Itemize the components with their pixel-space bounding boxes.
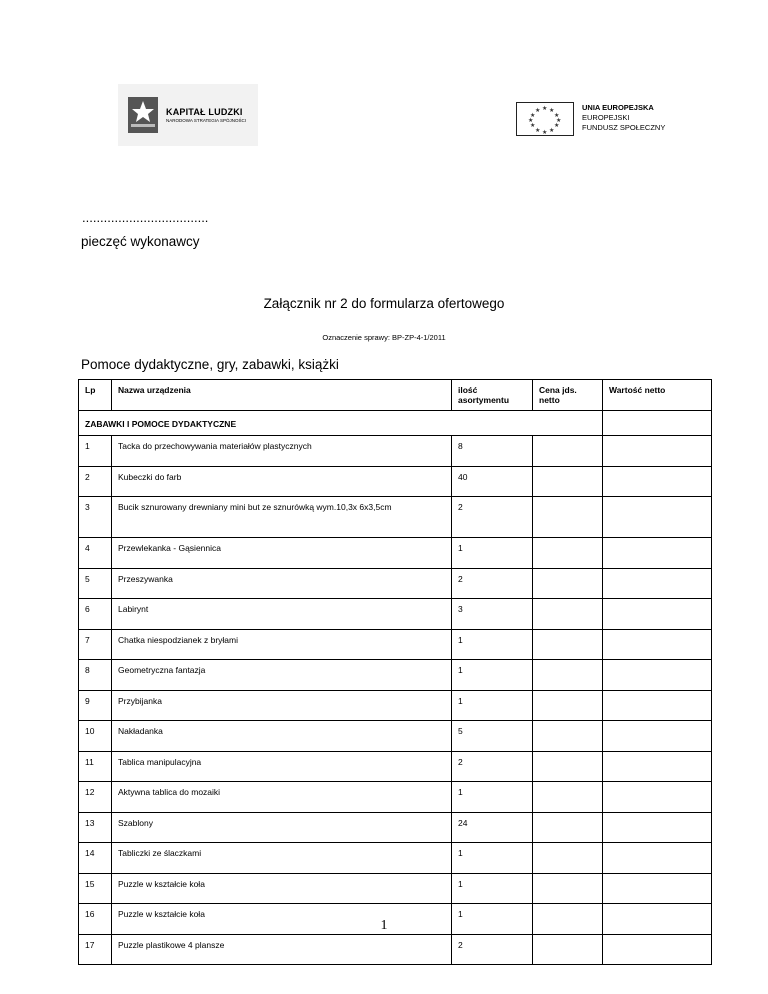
row-qty: 24 (452, 812, 533, 843)
table-row (79, 873, 712, 904)
row-qty: 1 (452, 629, 533, 660)
row-qty: 3 (452, 599, 533, 630)
table-row (79, 497, 712, 538)
eu-flag-icon: ★ ★ ★ ★ ★ ★ ★ ★ ★ ★ ★ ★ (516, 102, 574, 136)
row-net-value[interactable] (603, 721, 712, 752)
table-row (79, 466, 712, 497)
row-lp: 9 (79, 690, 112, 721)
row-unit-price[interactable] (533, 538, 603, 569)
row-name: Geometryczna fantazja (112, 660, 452, 691)
row-unit-price[interactable] (533, 690, 603, 721)
row-qty: 2 (452, 497, 533, 538)
page-number: 1 (380, 918, 388, 933)
stamp-dots: ................................... (82, 210, 209, 225)
table-row (79, 629, 712, 660)
row-net-value[interactable] (603, 812, 712, 843)
row-lp: 2 (79, 466, 112, 497)
table-row (79, 538, 712, 569)
row-lp: 11 (79, 751, 112, 782)
row-name: Labirynt (112, 599, 452, 630)
row-unit-price[interactable] (533, 751, 603, 782)
case-number: Oznaczenie sprawy: BP-ZP-4-1/2011 (322, 333, 446, 342)
row-net-value[interactable] (603, 466, 712, 497)
row-qty: 2 (452, 751, 533, 782)
row-lp: 6 (79, 599, 112, 630)
row-unit-price[interactable] (533, 934, 603, 965)
row-unit-price[interactable] (533, 812, 603, 843)
row-unit-price[interactable] (533, 721, 603, 752)
row-qty: 40 (452, 466, 533, 497)
row-lp: 3 (79, 497, 112, 538)
table-row (79, 721, 712, 752)
row-lp: 14 (79, 843, 112, 874)
row-unit-price[interactable] (533, 466, 603, 497)
row-lp: 16 (79, 904, 112, 935)
eu-line-3: FUNDUSZ SPOŁECZNY (582, 123, 666, 132)
row-name: Aktywna tablica do mozaiki (112, 782, 452, 813)
row-net-value[interactable] (603, 599, 712, 630)
row-net-value[interactable] (603, 690, 712, 721)
row-net-value[interactable] (603, 751, 712, 782)
row-lp: 1 (79, 436, 112, 467)
section-row (79, 411, 712, 436)
row-unit-price[interactable] (533, 599, 603, 630)
row-net-value[interactable] (603, 568, 712, 599)
row-qty: 1 (452, 660, 533, 691)
table-row (79, 751, 712, 782)
row-unit-price[interactable] (533, 873, 603, 904)
row-unit-price[interactable] (533, 660, 603, 691)
eu-line-1: UNIA EUROPEJSKA (582, 103, 654, 112)
row-qty: 2 (452, 934, 533, 965)
row-net-value[interactable] (603, 497, 712, 538)
row-qty: 8 (452, 436, 533, 467)
row-name: Szablony (112, 812, 452, 843)
row-name: Tabliczki ze ślaczkami (112, 843, 452, 874)
row-lp: 12 (79, 782, 112, 813)
header-lp: Lp (79, 380, 112, 411)
row-net-value[interactable] (603, 629, 712, 660)
eu-logo (516, 102, 686, 138)
table-row (79, 660, 712, 691)
row-lp: 17 (79, 934, 112, 965)
row-qty: 1 (452, 843, 533, 874)
row-net-value[interactable] (603, 843, 712, 874)
row-name: Kubeczki do farb (112, 466, 452, 497)
row-qty: 1 (452, 904, 533, 935)
table-row (79, 568, 712, 599)
row-name: Puzzle w kształcie koła (112, 873, 452, 904)
row-net-value[interactable] (603, 934, 712, 965)
table-row (79, 436, 712, 467)
table-row (79, 843, 712, 874)
row-unit-price[interactable] (533, 497, 603, 538)
table-row (79, 782, 712, 813)
row-lp: 8 (79, 660, 112, 691)
row-qty: 1 (452, 690, 533, 721)
row-name: Przybijanka (112, 690, 452, 721)
section-title: ZABAWKI I POMOCE DYDAKTYCZNE (79, 411, 603, 436)
row-name: Przewlekanka - Gąsiennica (112, 538, 452, 569)
row-unit-price[interactable] (533, 782, 603, 813)
header-net-value: Wartość netto (603, 380, 712, 411)
section-empty-cell (603, 411, 712, 436)
row-qty: 1 (452, 538, 533, 569)
row-name: Chatka niespodzianek z bryłami (112, 629, 452, 660)
stamp-label: pieczęć wykonawcy (81, 234, 200, 249)
kapital-ludzki-subtitle: NARODOWA STRATEGIA SPÓJNOŚCI (166, 118, 247, 123)
row-unit-price[interactable] (533, 843, 603, 874)
row-lp: 13 (79, 812, 112, 843)
row-name: Bucik sznurowany drewniany mini but ze sznurówką wym.10,3x 6x3,5cm (112, 497, 452, 538)
table-row (79, 812, 712, 843)
row-lp: 5 (79, 568, 112, 599)
row-name: Puzzle w kształcie koła (112, 904, 452, 935)
table-row (79, 599, 712, 630)
table-row (79, 934, 712, 965)
row-name: Przeszywanka (112, 568, 452, 599)
items-table (78, 379, 712, 965)
row-qty: 1 (452, 873, 533, 904)
header-name: Nazwa urządzenia (112, 380, 452, 411)
row-unit-price[interactable] (533, 629, 603, 660)
document-subtitle: Pomoce dydaktyczne, gry, zabawki, książki (81, 357, 339, 372)
row-unit-price[interactable] (533, 568, 603, 599)
row-net-value[interactable] (603, 436, 712, 467)
eu-line-2: EUROPEJSKI (582, 113, 630, 122)
row-net-value[interactable] (603, 873, 712, 904)
kapital-ludzki-logo (118, 84, 258, 146)
row-name: Nakładanka (112, 721, 452, 752)
row-name: Tablica manipulacyjna (112, 751, 452, 782)
row-net-value[interactable] (603, 538, 712, 569)
header-unit-price: Cena jds. netto (533, 380, 603, 411)
kapital-ludzki-emblem-icon (126, 93, 162, 137)
row-qty: 1 (452, 782, 533, 813)
row-lp: 4 (79, 538, 112, 569)
kapital-ludzki-title: KAPITAŁ LUDZKI (166, 107, 243, 117)
row-qty: 2 (452, 568, 533, 599)
table-row (79, 690, 712, 721)
row-qty: 5 (452, 721, 533, 752)
table-header-row (79, 380, 712, 411)
document-title: Załącznik nr 2 do formularza ofertowego (263, 296, 505, 311)
row-name: Tacka do przechowywania materiałów plastycznych (112, 436, 452, 467)
row-lp: 7 (79, 629, 112, 660)
header-qty: ilość asortymentu (452, 380, 533, 411)
row-name: Puzzle plastikowe 4 plansze (112, 934, 452, 965)
row-lp: 15 (79, 873, 112, 904)
row-unit-price[interactable] (533, 436, 603, 467)
row-net-value[interactable] (603, 660, 712, 691)
row-net-value[interactable] (603, 782, 712, 813)
row-lp: 10 (79, 721, 112, 752)
